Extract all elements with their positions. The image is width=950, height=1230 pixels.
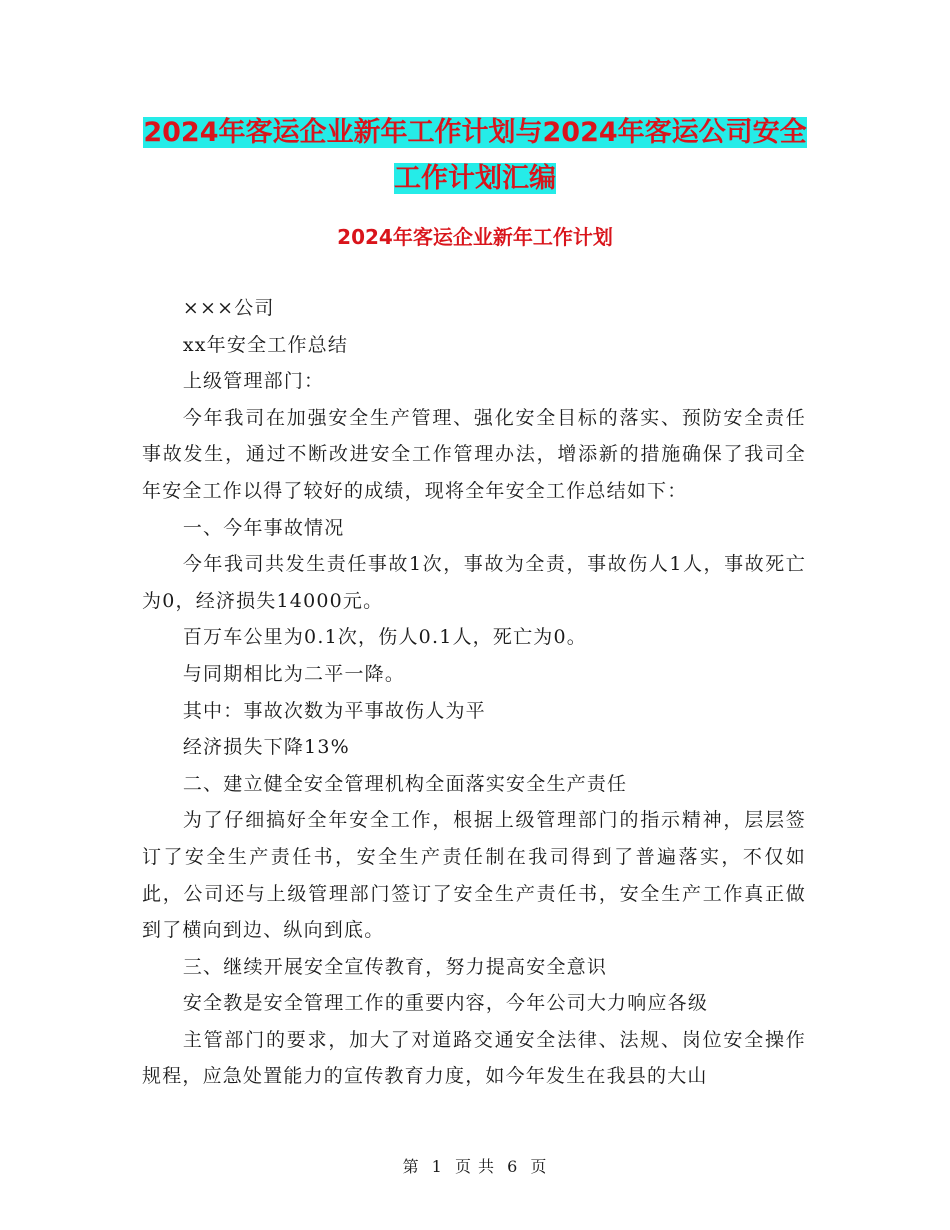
paragraph-per-million-km: 百万车公里为0.1次，伤人0.1人，死亡为0。	[182, 626, 587, 649]
paragraph-comparison: 与同期相比为二平一降。	[182, 662, 406, 685]
paragraph-breakdown: 其中：事故次数为平事故伤人为平	[182, 699, 486, 722]
document-title	[140, 110, 810, 202]
paragraph-accidents: 今年我司共发生责任事故1次，事故为全责，事故伤人1人，事故死亡为0，经济损失14000元。	[142, 553, 806, 612]
paragraph-salutation: 上级管理部门：	[182, 370, 325, 393]
paragraph-loss: 经济损失下降13%	[182, 736, 350, 759]
footer-page-number: 1	[431, 1157, 443, 1176]
footer-total-pages: 6	[507, 1157, 519, 1176]
paragraph-responsibility: 为了仔细搞好全年安全工作，根据上级管理部门的指示精神，层层签订了安全生产责任书，安全生产责任制在我司得到了普遍落实，不仅如此，公司还与上级管理部门签订了安全生产责任书，安全生产工作真正做到了横向到边、纵向到底。	[142, 809, 806, 942]
footer-suffix: 页	[530, 1157, 548, 1176]
page-footer	[0, 1154, 950, 1177]
paragraph-intro: 今年我司在加强安全生产管理、强化安全目标的落实、预防安全责任事故发生，通过不断改进安全工作管理办法，增添新的措施确保了我司全年安全工作以得了较好的成绩，现将全年安全工作总结如下：	[142, 406, 806, 502]
paragraph-summary-title: xx年安全工作总结	[182, 333, 349, 356]
heading-education: 三、继续开展安全宣传教育，努力提高安全意识	[182, 955, 608, 978]
paragraph-education-2: 主管部门的要求，加大了对道路交通安全法律、法规、岗位安全操作规程，应急处置能力的宣传教育力度，如今年发生在我县的大山	[142, 1028, 806, 1088]
document-title-highlight: 2024年客运企业新年工作计划与2024年客运公司安全工作计划汇编	[143, 117, 807, 194]
paragraph-company: ×××公司	[182, 297, 275, 319]
section-title: 2024年客运企业新年工作计划	[337, 225, 613, 249]
heading-accidents: 一、今年事故情况	[182, 516, 345, 539]
footer-prefix: 第	[402, 1157, 420, 1176]
heading-responsibility: 二、建立健全安全管理机构全面落实安全生产责任	[182, 772, 628, 795]
document-body	[142, 290, 806, 1095]
paragraph-education-1: 安全教是安全管理工作的重要内容，今年公司大力响应各级	[182, 992, 709, 1015]
footer-middle: 页 共	[454, 1157, 496, 1176]
